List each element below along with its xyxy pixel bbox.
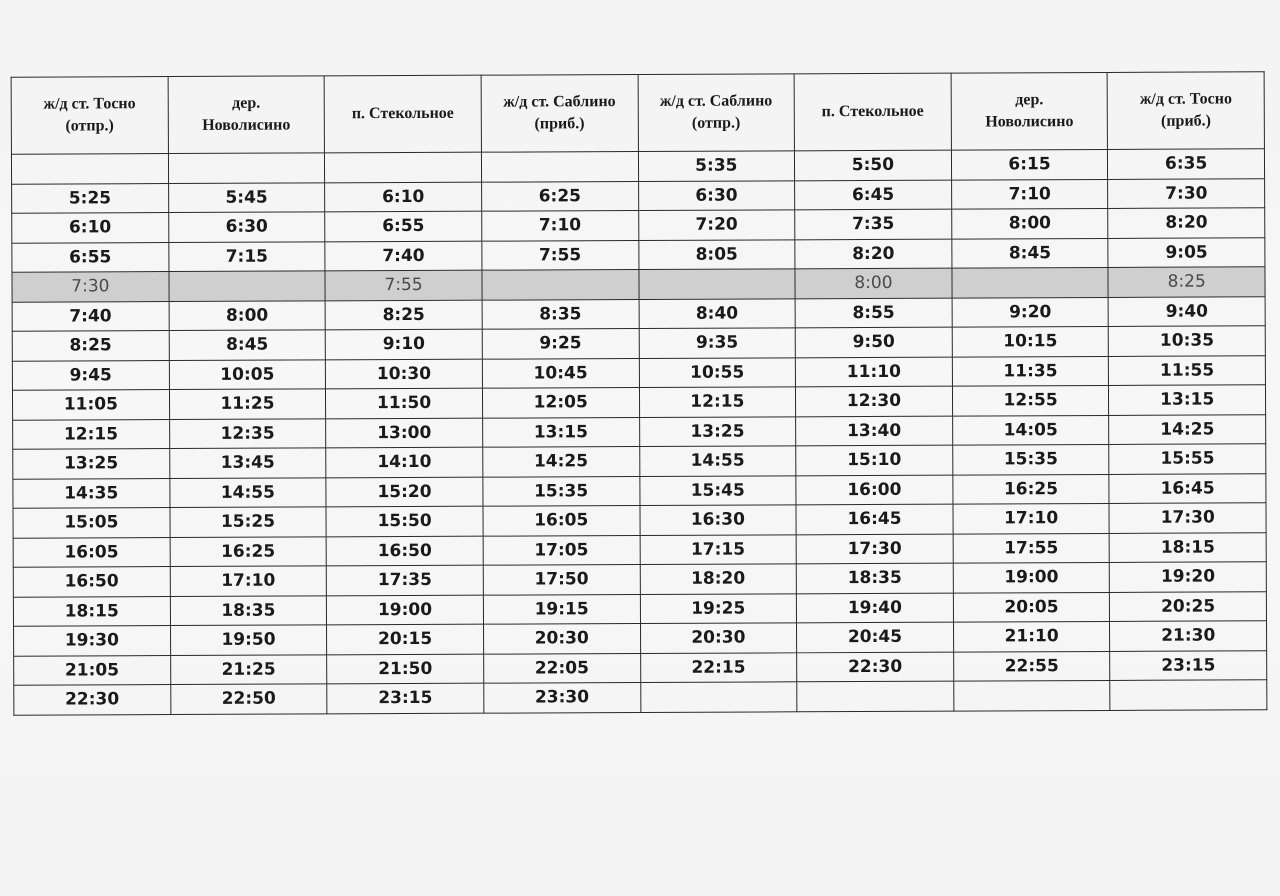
time-cell: 6:25 — [481, 181, 638, 211]
time-cell: 18:20 — [640, 564, 797, 594]
time-cell: 7:40 — [325, 241, 482, 271]
time-cell: 8:25 — [325, 300, 482, 330]
time-cell: 13:25 — [13, 449, 170, 479]
time-cell: 15:50 — [326, 506, 483, 536]
time-cell: 8:20 — [1108, 208, 1265, 238]
time-cell: 9:40 — [1108, 296, 1265, 326]
time-cell: 20:05 — [953, 592, 1110, 622]
time-cell: 20:25 — [1110, 591, 1267, 621]
time-cell: 9:35 — [639, 328, 796, 358]
time-cell: 14:55 — [639, 446, 796, 476]
time-cell: 9:25 — [482, 329, 639, 359]
time-cell: 19:25 — [640, 593, 797, 623]
time-cell: 6:55 — [325, 211, 482, 241]
time-cell: 15:25 — [170, 507, 327, 537]
time-cell: 19:15 — [483, 594, 640, 624]
time-cell: 5:45 — [168, 182, 325, 212]
time-cell: 6:10 — [325, 182, 482, 212]
time-cell: 8:00 — [951, 208, 1108, 238]
time-cell: 6:35 — [1108, 149, 1265, 179]
time-cell: 8:45 — [952, 238, 1109, 268]
time-cell — [11, 154, 168, 184]
time-cell: 17:05 — [483, 535, 640, 565]
time-cell: 13:00 — [326, 418, 483, 448]
time-cell: 13:15 — [482, 417, 639, 447]
time-cell — [1110, 680, 1267, 710]
time-cell: 20:30 — [483, 623, 640, 653]
time-cell: 14:10 — [326, 447, 483, 477]
time-cell: 7:30 — [1108, 178, 1265, 208]
time-cell — [954, 680, 1111, 710]
time-cell: 22:05 — [484, 653, 641, 683]
time-cell: 20:30 — [640, 623, 797, 653]
time-cell: 19:30 — [14, 626, 171, 656]
time-cell — [481, 152, 638, 182]
time-cell: 9:05 — [1108, 237, 1265, 267]
time-cell: 14:55 — [169, 477, 326, 507]
time-cell: 21:25 — [170, 654, 327, 684]
time-cell: 19:00 — [953, 562, 1110, 592]
time-cell: 17:30 — [796, 534, 953, 564]
time-cell: 22:50 — [170, 684, 327, 714]
time-cell: 6:15 — [951, 149, 1108, 179]
time-cell: 18:35 — [170, 595, 327, 625]
time-cell: 20:45 — [797, 622, 954, 652]
time-cell: 23:15 — [327, 683, 484, 713]
table-row — [14, 680, 1267, 715]
time-cell: 22:55 — [953, 651, 1110, 681]
time-cell: 7:20 — [638, 210, 795, 240]
time-cell: 22:30 — [797, 652, 954, 682]
time-cell: 12:55 — [952, 385, 1109, 415]
time-cell: 12:30 — [796, 386, 953, 416]
time-cell: 18:15 — [13, 596, 170, 626]
time-cell: 6:45 — [795, 180, 952, 210]
time-cell: 5:25 — [12, 183, 169, 213]
time-cell: 13:15 — [1109, 385, 1266, 415]
col-header-sablino-depart: ж/д ст. Саблино (отпр.) — [638, 74, 795, 152]
time-cell — [482, 270, 639, 300]
time-cell: 8:00 — [169, 300, 326, 330]
time-cell — [640, 682, 797, 712]
time-cell: 14:05 — [952, 415, 1109, 445]
time-cell: 15:05 — [13, 508, 170, 538]
time-cell: 15:20 — [326, 477, 483, 507]
time-cell: 12:35 — [169, 418, 326, 448]
time-cell: 9:45 — [12, 360, 169, 390]
time-cell: 10:05 — [169, 359, 326, 389]
time-cell: 23:30 — [484, 682, 641, 712]
time-cell: 20:15 — [327, 624, 484, 654]
time-cell: 9:50 — [795, 327, 952, 357]
time-cell: 14:25 — [483, 446, 640, 476]
col-header-sablino-arrive: ж/д ст. Саблино (приб.) — [481, 75, 638, 153]
time-cell: 5:35 — [638, 151, 795, 181]
time-cell: 13:45 — [169, 448, 326, 478]
time-cell: 11:55 — [1109, 355, 1266, 385]
time-cell: 10:55 — [639, 357, 796, 387]
time-cell: 16:50 — [326, 536, 483, 566]
col-header-stekolnoe-1: п. Стекольное — [324, 75, 481, 153]
time-cell: 10:45 — [482, 358, 639, 388]
time-cell: 16:45 — [796, 504, 953, 534]
time-cell: 11:35 — [952, 356, 1109, 386]
time-cell: 17:50 — [483, 564, 640, 594]
time-cell: 14:35 — [13, 478, 170, 508]
time-cell — [168, 153, 325, 183]
time-cell: 11:10 — [795, 357, 952, 387]
time-cell: 21:05 — [14, 655, 171, 685]
time-cell: 17:15 — [640, 534, 797, 564]
time-cell: 11:05 — [12, 390, 169, 420]
time-cell: 7:40 — [12, 301, 169, 331]
time-cell — [638, 269, 795, 299]
col-header-tosno-depart: ж/д ст. Тосно (отпр.) — [11, 77, 168, 155]
time-cell: 9:10 — [325, 329, 482, 359]
time-cell: 13:40 — [796, 416, 953, 446]
time-cell: 8:25 — [12, 331, 169, 361]
time-cell: 7:10 — [482, 211, 639, 241]
time-cell — [952, 267, 1109, 297]
time-cell: 7:10 — [951, 179, 1108, 209]
time-cell: 15:45 — [639, 475, 796, 505]
time-cell: 15:10 — [796, 445, 953, 475]
time-cell: 6:30 — [638, 180, 795, 210]
time-cell: 22:15 — [640, 652, 797, 682]
time-cell: 18:15 — [1109, 532, 1266, 562]
time-cell: 21:30 — [1110, 621, 1267, 651]
time-cell: 16:25 — [953, 474, 1110, 504]
time-cell: 8:35 — [482, 299, 639, 329]
time-cell: 15:35 — [952, 444, 1109, 474]
col-header-stekolnoe-2: п. Стекольное — [794, 73, 951, 151]
time-cell: 12:15 — [13, 419, 170, 449]
time-cell: 19:20 — [1110, 562, 1267, 592]
col-header-novolisino-2: дер. Новолисино — [951, 72, 1108, 150]
time-cell: 7:30 — [12, 272, 169, 302]
time-cell: 8:55 — [795, 298, 952, 328]
time-cell: 7:55 — [482, 240, 639, 270]
time-cell: 13:25 — [639, 416, 796, 446]
time-cell: 7:55 — [325, 270, 482, 300]
time-cell: 6:55 — [12, 242, 169, 272]
time-cell: 8:20 — [795, 239, 952, 269]
col-header-novolisino-1: дер. Новолисино — [168, 76, 325, 154]
time-cell: 12:05 — [482, 388, 639, 418]
time-cell: 21:10 — [953, 621, 1110, 651]
time-cell: 15:35 — [483, 476, 640, 506]
time-cell: 19:00 — [327, 595, 484, 625]
time-cell: 10:35 — [1109, 326, 1266, 356]
time-cell: 17:55 — [953, 533, 1110, 563]
time-cell: 18:35 — [796, 563, 953, 593]
time-cell: 8:05 — [638, 239, 795, 269]
col-header-tosno-arrive: ж/д ст. Тосно (приб.) — [1107, 72, 1264, 150]
time-cell: 10:15 — [952, 326, 1109, 356]
time-cell: 8:45 — [169, 330, 326, 360]
time-cell: 23:15 — [1110, 650, 1267, 680]
header-row — [11, 72, 1264, 154]
time-cell: 19:50 — [170, 625, 327, 655]
time-cell — [169, 271, 326, 301]
time-cell: 7:35 — [795, 209, 952, 239]
time-cell: 19:40 — [796, 593, 953, 623]
time-cell: 6:30 — [168, 212, 325, 242]
time-cell — [797, 681, 954, 711]
time-cell: 16:50 — [13, 567, 170, 597]
time-cell: 17:30 — [1109, 503, 1266, 533]
time-cell: 16:25 — [170, 536, 327, 566]
time-cell: 21:50 — [327, 654, 484, 684]
bus-timetable — [11, 71, 1268, 715]
time-cell: 16:00 — [796, 475, 953, 505]
time-cell: 16:30 — [639, 505, 796, 535]
time-cell: 7:15 — [168, 241, 325, 271]
time-cell: 8:00 — [795, 268, 952, 298]
time-cell: 17:35 — [327, 565, 484, 595]
time-cell: 8:40 — [639, 298, 796, 328]
time-cell: 16:45 — [1109, 473, 1266, 503]
time-cell: 16:05 — [483, 505, 640, 535]
time-cell: 10:30 — [326, 359, 483, 389]
time-cell: 11:50 — [326, 388, 483, 418]
time-cell: 15:55 — [1109, 444, 1266, 474]
time-cell: 12:15 — [639, 387, 796, 417]
timetable-body — [11, 149, 1266, 715]
time-cell: 9:20 — [952, 297, 1109, 327]
time-cell — [325, 152, 482, 182]
time-cell: 22:30 — [14, 685, 171, 715]
time-cell: 16:05 — [13, 537, 170, 567]
time-cell: 11:25 — [169, 389, 326, 419]
time-cell: 17:10 — [953, 503, 1110, 533]
time-cell: 14:25 — [1109, 414, 1266, 444]
time-cell: 5:50 — [795, 150, 952, 180]
time-cell: 8:25 — [1108, 267, 1265, 297]
time-cell: 17:10 — [170, 566, 327, 596]
time-cell: 6:10 — [12, 213, 169, 243]
